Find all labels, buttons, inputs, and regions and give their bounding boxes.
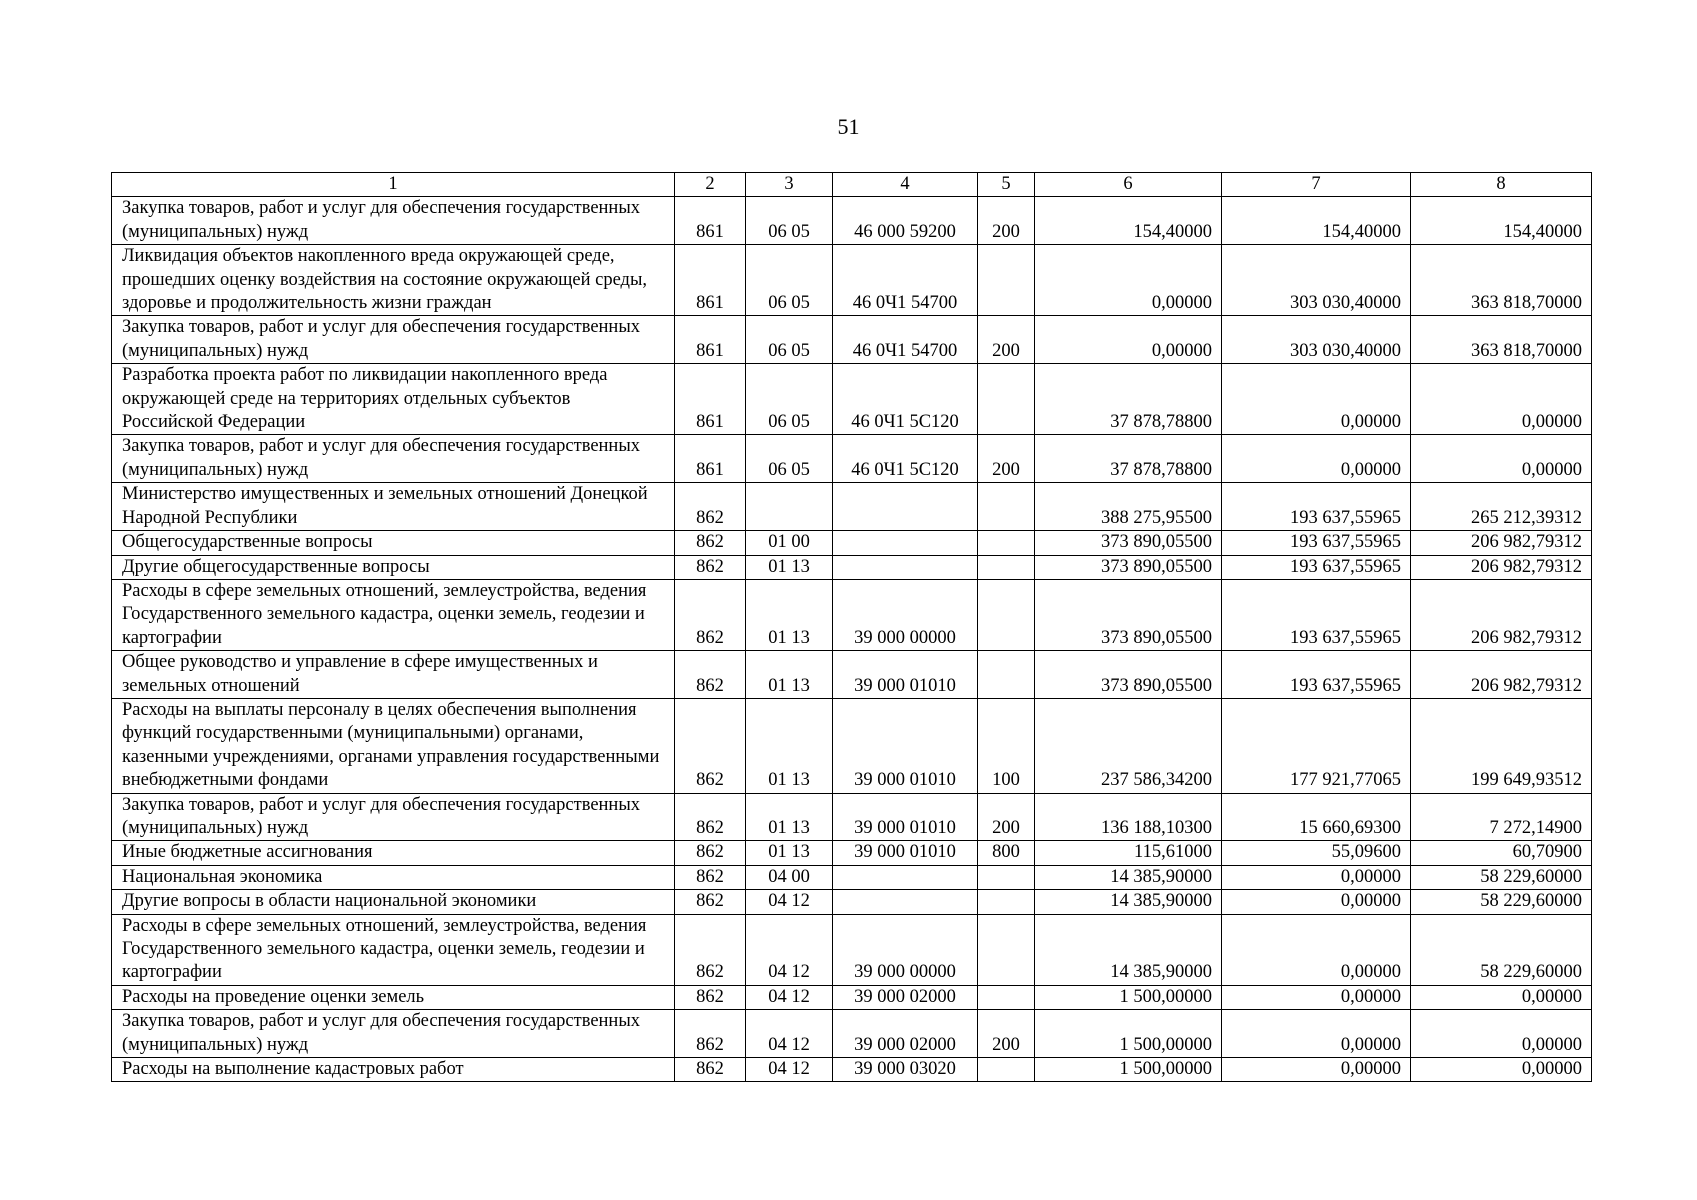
cell-amount-2: 0,00000: [1222, 364, 1411, 435]
cell-amount-2: 177 921,77065: [1222, 698, 1411, 793]
cell-name: Закупка товаров, работ и услуг для обеспечения государственных (муниципальных) нужд: [112, 435, 675, 483]
cell-vr: [978, 579, 1035, 650]
table-row: [112, 841, 1592, 865]
cell-csr: 39 000 02000: [833, 1010, 978, 1058]
table-row: [112, 245, 1592, 316]
cell-razdel: 01 13: [746, 841, 833, 865]
cell-amount-2: 55,09600: [1222, 841, 1411, 865]
cell-vr: 200: [978, 316, 1035, 364]
cell-amount-1: 14 385,90000: [1035, 914, 1222, 985]
cell-razdel: 01 13: [746, 555, 833, 579]
cell-amount-3: 363 818,70000: [1411, 316, 1592, 364]
cell-razdel: 04 00: [746, 865, 833, 889]
cell-csr: 39 000 00000: [833, 579, 978, 650]
cell-csr: 46 0Ч1 54700: [833, 245, 978, 316]
cell-glava: 861: [675, 364, 746, 435]
cell-razdel: [746, 483, 833, 531]
table-row: [112, 483, 1592, 531]
cell-razdel: 01 13: [746, 651, 833, 699]
cell-csr: 39 000 00000: [833, 914, 978, 985]
cell-name: Закупка товаров, работ и услуг для обеспечения государственных (муниципальных) нужд: [112, 1010, 675, 1058]
cell-name: Разработка проекта работ по ликвидации накопленного вреда окружающей среде на территориях отдельных субъектов Российской Федерации: [112, 364, 675, 435]
table-row: [112, 197, 1592, 245]
cell-amount-3: 206 982,79312: [1411, 531, 1592, 555]
header-col-4: 4: [833, 173, 978, 197]
cell-amount-2: 303 030,40000: [1222, 245, 1411, 316]
cell-vr: [978, 914, 1035, 985]
header-col-8: 8: [1411, 173, 1592, 197]
cell-glava: 862: [675, 483, 746, 531]
cell-name: Министерство имущественных и земельных отношений Донецкой Народной Республики: [112, 483, 675, 531]
cell-vr: [978, 1058, 1035, 1082]
table-row: [112, 364, 1592, 435]
cell-vr: [978, 483, 1035, 531]
cell-razdel: 01 13: [746, 793, 833, 841]
table-row: [112, 531, 1592, 555]
cell-glava: 862: [675, 1058, 746, 1082]
header-row: [112, 173, 1592, 197]
cell-amount-1: 373 890,05500: [1035, 651, 1222, 699]
cell-vr: [978, 531, 1035, 555]
cell-glava: 862: [675, 555, 746, 579]
cell-amount-2: 193 637,55965: [1222, 483, 1411, 531]
cell-csr: 39 000 01010: [833, 651, 978, 699]
cell-glava: 862: [675, 1010, 746, 1058]
cell-glava: 862: [675, 579, 746, 650]
cell-glava: 862: [675, 890, 746, 914]
cell-razdel: 06 05: [746, 245, 833, 316]
cell-amount-1: 1 500,00000: [1035, 985, 1222, 1009]
cell-amount-3: 58 229,60000: [1411, 914, 1592, 985]
cell-csr: 39 000 03020: [833, 1058, 978, 1082]
cell-amount-2: 303 030,40000: [1222, 316, 1411, 364]
cell-amount-3: 0,00000: [1411, 364, 1592, 435]
cell-razdel: 06 05: [746, 316, 833, 364]
cell-glava: 861: [675, 316, 746, 364]
cell-amount-1: 1 500,00000: [1035, 1058, 1222, 1082]
cell-csr: 39 000 01010: [833, 698, 978, 793]
table-row: [112, 316, 1592, 364]
cell-csr: [833, 890, 978, 914]
cell-amount-3: 58 229,60000: [1411, 865, 1592, 889]
cell-amount-3: 154,40000: [1411, 197, 1592, 245]
cell-amount-1: 373 890,05500: [1035, 579, 1222, 650]
cell-amount-2: 193 637,55965: [1222, 531, 1411, 555]
cell-amount-1: 154,40000: [1035, 197, 1222, 245]
cell-amount-1: 1 500,00000: [1035, 1010, 1222, 1058]
cell-vr: [978, 985, 1035, 1009]
table-row: [112, 698, 1592, 793]
cell-razdel: 04 12: [746, 914, 833, 985]
cell-glava: 861: [675, 197, 746, 245]
cell-name: Иные бюджетные ассигнования: [112, 841, 675, 865]
cell-name: Закупка товаров, работ и услуг для обеспечения государственных (муниципальных) нужд: [112, 793, 675, 841]
cell-vr: 100: [978, 698, 1035, 793]
cell-amount-3: 199 649,93512: [1411, 698, 1592, 793]
cell-amount-2: 0,00000: [1222, 890, 1411, 914]
cell-vr: 200: [978, 793, 1035, 841]
cell-amount-3: 206 982,79312: [1411, 651, 1592, 699]
cell-glava: 861: [675, 435, 746, 483]
cell-vr: 200: [978, 1010, 1035, 1058]
cell-vr: 200: [978, 435, 1035, 483]
cell-csr: [833, 483, 978, 531]
cell-glava: 862: [675, 985, 746, 1009]
cell-amount-2: 193 637,55965: [1222, 555, 1411, 579]
cell-amount-1: 14 385,90000: [1035, 865, 1222, 889]
cell-csr: 46 000 59200: [833, 197, 978, 245]
cell-amount-3: 58 229,60000: [1411, 890, 1592, 914]
table-row: [112, 890, 1592, 914]
cell-razdel: 04 12: [746, 985, 833, 1009]
cell-amount-2: 0,00000: [1222, 1058, 1411, 1082]
cell-glava: 861: [675, 245, 746, 316]
cell-vr: [978, 651, 1035, 699]
cell-amount-1: 37 878,78800: [1035, 435, 1222, 483]
cell-name: Ликвидация объектов накопленного вреда окружающей среде, прошедших оценку воздействия на состояние окружающей среды, здоровье и продолжительность жизни граждан: [112, 245, 675, 316]
cell-csr: 46 0Ч1 5С120: [833, 364, 978, 435]
cell-vr: [978, 865, 1035, 889]
cell-amount-2: 0,00000: [1222, 914, 1411, 985]
cell-amount-3: 0,00000: [1411, 985, 1592, 1009]
cell-razdel: 04 12: [746, 1010, 833, 1058]
cell-razdel: 06 05: [746, 197, 833, 245]
cell-name: Расходы в сфере земельных отношений, землеустройства, ведения Государственного земельного кадастра, оценки земель, геодезии и картографии: [112, 914, 675, 985]
cell-glava: 862: [675, 651, 746, 699]
cell-name: Другие общегосударственные вопросы: [112, 555, 675, 579]
cell-name: Расходы в сфере земельных отношений, землеустройства, ведения Государственного земельного кадастра, оценки земель, геодезии и картографии: [112, 579, 675, 650]
cell-amount-2: 193 637,55965: [1222, 579, 1411, 650]
cell-amount-2: 0,00000: [1222, 435, 1411, 483]
header-col-6: 6: [1035, 173, 1222, 197]
cell-amount-2: 0,00000: [1222, 865, 1411, 889]
cell-name: Расходы на выполнение кадастровых работ: [112, 1058, 675, 1082]
cell-name: Другие вопросы в области национальной экономики: [112, 890, 675, 914]
header-col-3: 3: [746, 173, 833, 197]
cell-glava: 862: [675, 793, 746, 841]
cell-amount-2: 15 660,69300: [1222, 793, 1411, 841]
cell-vr: 200: [978, 197, 1035, 245]
table-row: [112, 985, 1592, 1009]
table-row: [112, 555, 1592, 579]
cell-amount-1: 373 890,05500: [1035, 531, 1222, 555]
cell-amount-3: 363 818,70000: [1411, 245, 1592, 316]
table-row: [112, 435, 1592, 483]
cell-glava: 862: [675, 531, 746, 555]
cell-name: Закупка товаров, работ и услуг для обеспечения государственных (муниципальных) нужд: [112, 316, 675, 364]
cell-amount-3: 60,70900: [1411, 841, 1592, 865]
cell-name: Общее руководство и управление в сфере имущественных и земельных отношений: [112, 651, 675, 699]
header-col-7: 7: [1222, 173, 1411, 197]
cell-razdel: 01 00: [746, 531, 833, 555]
cell-amount-1: 14 385,90000: [1035, 890, 1222, 914]
cell-csr: 39 000 01010: [833, 793, 978, 841]
header-col-2: 2: [675, 173, 746, 197]
cell-glava: 862: [675, 865, 746, 889]
cell-amount-1: 136 188,10300: [1035, 793, 1222, 841]
cell-amount-3: 265 212,39312: [1411, 483, 1592, 531]
cell-csr: [833, 865, 978, 889]
cell-amount-3: 206 982,79312: [1411, 555, 1592, 579]
cell-amount-2: 154,40000: [1222, 197, 1411, 245]
cell-razdel: 04 12: [746, 1058, 833, 1082]
cell-amount-1: 37 878,78800: [1035, 364, 1222, 435]
cell-vr: [978, 245, 1035, 316]
cell-name: Национальная экономика: [112, 865, 675, 889]
cell-name: Расходы на выплаты персоналу в целях обеспечения выполнения функций государственными (муниципальными) органами, казенными учреждениями, органами управления государственными внебюджетными фондами: [112, 698, 675, 793]
header-col-1: 1: [112, 173, 675, 197]
cell-csr: [833, 531, 978, 555]
cell-amount-1: 373 890,05500: [1035, 555, 1222, 579]
cell-vr: [978, 364, 1035, 435]
cell-amount-1: 237 586,34200: [1035, 698, 1222, 793]
cell-csr: 46 0Ч1 54700: [833, 316, 978, 364]
cell-amount-1: 388 275,95500: [1035, 483, 1222, 531]
cell-amount-2: 0,00000: [1222, 985, 1411, 1009]
cell-razdel: 06 05: [746, 364, 833, 435]
table-body: [112, 197, 1592, 1082]
cell-amount-2: 0,00000: [1222, 1010, 1411, 1058]
cell-amount-1: 115,61000: [1035, 841, 1222, 865]
cell-amount-3: 7 272,14900: [1411, 793, 1592, 841]
cell-vr: 800: [978, 841, 1035, 865]
cell-glava: 862: [675, 914, 746, 985]
cell-razdel: 01 13: [746, 579, 833, 650]
cell-name: Закупка товаров, работ и услуг для обеспечения государственных (муниципальных) нужд: [112, 197, 675, 245]
cell-csr: 39 000 01010: [833, 841, 978, 865]
table-row: [112, 1058, 1592, 1082]
cell-name: Расходы на проведение оценки земель: [112, 985, 675, 1009]
table-row: [112, 579, 1592, 650]
cell-amount-3: 206 982,79312: [1411, 579, 1592, 650]
cell-vr: [978, 890, 1035, 914]
cell-amount-1: 0,00000: [1035, 245, 1222, 316]
table-row: [112, 793, 1592, 841]
table-row: [112, 914, 1592, 985]
table-row: [112, 1010, 1592, 1058]
cell-name: Общегосударственные вопросы: [112, 531, 675, 555]
table-row: [112, 651, 1592, 699]
cell-csr: 39 000 02000: [833, 985, 978, 1009]
header-col-5: 5: [978, 173, 1035, 197]
table-row: [112, 865, 1592, 889]
cell-razdel: 01 13: [746, 698, 833, 793]
cell-vr: [978, 555, 1035, 579]
cell-amount-1: 0,00000: [1035, 316, 1222, 364]
cell-glava: 862: [675, 841, 746, 865]
budget-table: [111, 172, 1592, 1082]
page-number: 51: [837, 114, 860, 139]
cell-amount-3: 0,00000: [1411, 1058, 1592, 1082]
cell-amount-2: 193 637,55965: [1222, 651, 1411, 699]
cell-razdel: 06 05: [746, 435, 833, 483]
cell-razdel: 04 12: [746, 890, 833, 914]
cell-amount-3: 0,00000: [1411, 435, 1592, 483]
cell-csr: [833, 555, 978, 579]
cell-glava: 862: [675, 698, 746, 793]
cell-csr: 46 0Ч1 5С120: [833, 435, 978, 483]
cell-amount-3: 0,00000: [1411, 1010, 1592, 1058]
